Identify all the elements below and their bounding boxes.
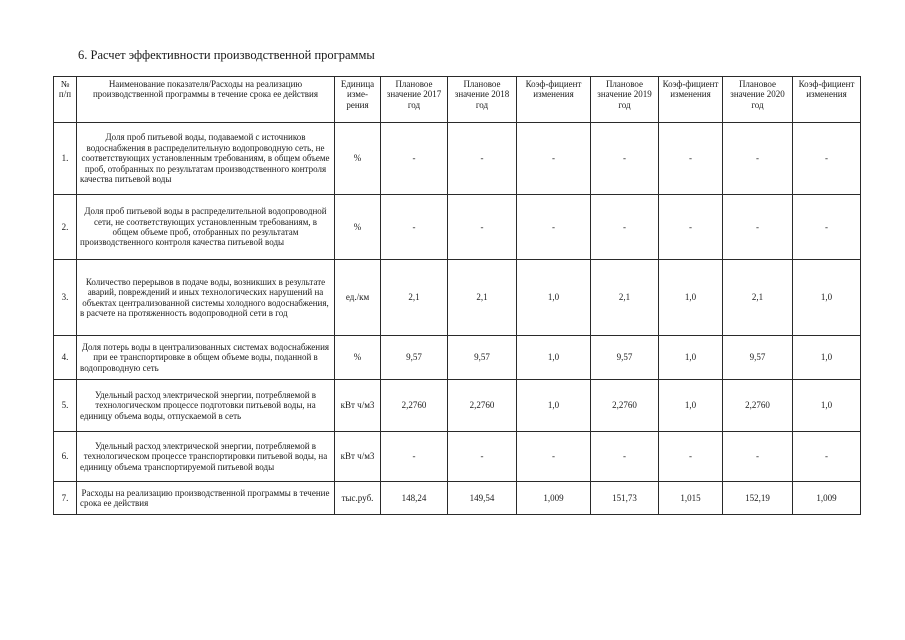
row-coef-2020: 1,009 <box>793 482 861 515</box>
row-name: Доля потерь воды в централизованных системах водоснабжения при ее транспортировке в общем объеме воды, поданной в водопроводную сеть <box>77 336 335 380</box>
row-plan-2020: 2,2760 <box>723 380 793 432</box>
document-heading: 6. Расчет эффективности производственной программы <box>78 48 375 62</box>
row-coef-2018: - <box>517 195 591 260</box>
row-coef-2018: 1,0 <box>517 260 591 336</box>
row-name: Удельный расход электрической энергии, потребляемой в технологическом процессе транспортировки питьевой воды, на единицу объема транспортируемой питьевой воды <box>77 432 335 482</box>
row-name: Удельный расход электрической энергии, потребляемой в технологическом процессе подготовки питьевой воды, на единицу объема воды, отпускаемой в сеть <box>77 380 335 432</box>
efficiency-table <box>53 76 861 515</box>
row-coef-2019: - <box>659 123 723 195</box>
row-plan-2017: 2,1 <box>381 260 448 336</box>
header-plan-2018: Плановое значение 2018 год <box>448 77 517 123</box>
row-plan-2019: - <box>591 432 659 482</box>
row-coef-2020: - <box>793 195 861 260</box>
table-row <box>54 482 861 515</box>
row-coef-2019: 1,0 <box>659 260 723 336</box>
row-plan-2020: 2,1 <box>723 260 793 336</box>
header-num: № п/п <box>54 77 77 123</box>
row-plan-2017: 9,57 <box>381 336 448 380</box>
row-plan-2017: - <box>381 195 448 260</box>
row-coef-2020: - <box>793 123 861 195</box>
row-plan-2018: - <box>448 195 517 260</box>
table-row <box>54 195 861 260</box>
row-coef-2018: 1,0 <box>517 336 591 380</box>
header-plan-2017: Плановое значение 2017 год <box>381 77 448 123</box>
row-plan-2019: - <box>591 123 659 195</box>
row-plan-2020: - <box>723 432 793 482</box>
table-row <box>54 260 861 336</box>
row-num: 5. <box>54 380 77 432</box>
row-coef-2020: - <box>793 432 861 482</box>
table-row <box>54 123 861 195</box>
row-coef-2020: 1,0 <box>793 336 861 380</box>
row-plan-2017: 148,24 <box>381 482 448 515</box>
row-coef-2018: - <box>517 432 591 482</box>
header-name: Наименование показателя/Расходы на реализацию производственной программы в течение срока ее действия <box>77 77 335 123</box>
row-coef-2019: 1,015 <box>659 482 723 515</box>
row-name: Доля проб питьевой воды в распределительной водопроводной сети, не соответствующих установленным требованиям, в общем объеме проб, отобранных по результатам производственного контроля качества питьевой воды <box>77 195 335 260</box>
row-unit: % <box>335 195 381 260</box>
row-plan-2020: - <box>723 123 793 195</box>
row-plan-2017: - <box>381 123 448 195</box>
row-coef-2019: - <box>659 432 723 482</box>
table-row <box>54 380 861 432</box>
header-coef-2020: Коэф-фициент изменения <box>793 77 861 123</box>
header-coef-2019: Коэф-фициент изменения <box>659 77 723 123</box>
row-num: 4. <box>54 336 77 380</box>
row-plan-2020: 152,19 <box>723 482 793 515</box>
row-coef-2019: 1,0 <box>659 336 723 380</box>
table-row <box>54 336 861 380</box>
table-header-row <box>54 77 861 123</box>
header-unit: Единица изме-рения <box>335 77 381 123</box>
row-plan-2020: 9,57 <box>723 336 793 380</box>
row-plan-2020: - <box>723 195 793 260</box>
row-num: 2. <box>54 195 77 260</box>
row-plan-2019: 151,73 <box>591 482 659 515</box>
header-coef-2018: Коэф-фициент изменения <box>517 77 591 123</box>
row-coef-2018: - <box>517 123 591 195</box>
row-unit: % <box>335 123 381 195</box>
row-plan-2018: - <box>448 432 517 482</box>
row-coef-2020: 1,0 <box>793 380 861 432</box>
row-plan-2019: 9,57 <box>591 336 659 380</box>
row-name: Расходы на реализацию производственной программы в течение срока ее действия <box>77 482 335 515</box>
row-unit: кВт ч/м3 <box>335 432 381 482</box>
row-name: Количество перерывов в подаче воды, возникших в результате аварий, повреждений и иных технологических нарушений на объектах централизованной системы холодного водоснабжения, в расчете на протяженность водопроводной сети в год <box>77 260 335 336</box>
row-coef-2018: 1,009 <box>517 482 591 515</box>
row-num: 1. <box>54 123 77 195</box>
row-num: 7. <box>54 482 77 515</box>
row-num: 6. <box>54 432 77 482</box>
row-coef-2019: - <box>659 195 723 260</box>
row-plan-2018: 2,1 <box>448 260 517 336</box>
row-plan-2019: - <box>591 195 659 260</box>
table-row <box>54 432 861 482</box>
header-plan-2019: Плановое значение 2019 год <box>591 77 659 123</box>
row-coef-2018: 1,0 <box>517 380 591 432</box>
row-coef-2019: 1,0 <box>659 380 723 432</box>
row-coef-2020: 1,0 <box>793 260 861 336</box>
row-plan-2018: 9,57 <box>448 336 517 380</box>
header-plan-2020: Плановое значение 2020 год <box>723 77 793 123</box>
row-plan-2018: 149,54 <box>448 482 517 515</box>
row-unit: тыс.руб. <box>335 482 381 515</box>
row-plan-2018: 2,2760 <box>448 380 517 432</box>
row-plan-2019: 2,2760 <box>591 380 659 432</box>
row-plan-2017: - <box>381 432 448 482</box>
row-num: 3. <box>54 260 77 336</box>
row-plan-2019: 2,1 <box>591 260 659 336</box>
row-unit: ед./км <box>335 260 381 336</box>
row-plan-2017: 2,2760 <box>381 380 448 432</box>
row-name: Доля проб питьевой воды, подаваемой с источников водоснабжения в распределительную водопроводную сеть, не соответствующих установленным требованиям, в общем объеме проб, отобранных по результатам производственного контроля качества питьевой воды <box>77 123 335 195</box>
row-unit: % <box>335 336 381 380</box>
row-unit: кВт ч/м3 <box>335 380 381 432</box>
row-plan-2018: - <box>448 123 517 195</box>
